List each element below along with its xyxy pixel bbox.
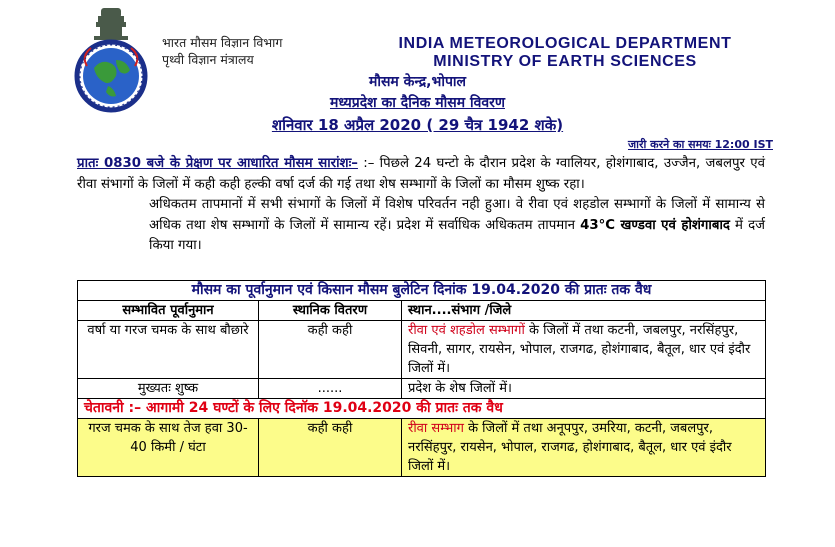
forecast-cell: वर्षा या गरज चमक के साथ बौछारे — [78, 321, 259, 379]
summary-text-1: :– पिछले 24 घन्टो के दौरान प्रदेश के ग्वालियर, होशंगाबाद, उज्जैन, जबलपुर एवं रीवा संभागों के जिलों में कही कही हल्की वर्षा दर्ज की गई तथा शेष सम्भागों के जिलों का मौसम शुष्क रहा। — [77, 156, 765, 192]
location-cell — [402, 321, 766, 379]
table-row — [78, 379, 766, 399]
column-header-location: स्थान....संभाग /जिले — [402, 301, 766, 321]
summary-paragraph-2 — [77, 195, 765, 257]
location-text: के जिलों में तथा अनूपपुर, उमरिया, कटनी, जबलपुर, नरसिंहपुर, रायसेन, भोपाल, राजगढ, होशंगाबाद, बैतूल, धार एवं इंदौर जिलों में। — [408, 421, 732, 474]
max-temperature: 43°C खण्डवा एवं होशंगाबाद — [580, 217, 730, 233]
dept-name-english: INDIA METEOROLOGICAL DEPARTMENT — [398, 35, 732, 52]
department-hindi — [162, 34, 282, 68]
summary-paragraph-1 — [77, 154, 765, 195]
ministry-name-hindi: पृथ्वी विज्ञान मंत्रालय — [162, 52, 254, 67]
warning-location-cell — [402, 419, 766, 477]
distribution-cell: कही कही — [259, 321, 402, 379]
location-cell — [402, 379, 766, 399]
summary-heading: प्रातः 0830 बजे के प्रेक्षण पर आधारित मौसम सारांशः– — [77, 156, 358, 171]
department-english — [360, 35, 770, 71]
page-subtitle: मध्यप्रदेश का दैनिक मौसम विवरण — [329, 95, 505, 111]
forecast-table-title: मौसम का पूर्वानुमान एवं किसान मौसम बुलेटिन दिनांक 19.04.2020 की प्रातः तक वैध — [78, 281, 766, 301]
summary-text-2: अधिकतम तापमानों में सभी संभागों के जिलों में विशेष परिवर्तन नही हुआ। वे रीवा एवं शहडोल सम्भागों के जिलों में सामान्य से अधिक तथा शेष सम्भागों के जिलों में सामान्य रहें। प्रदेश में सर्वाधिक अधिकतम तापमान — [149, 197, 765, 233]
column-header-forecast: सम्भावित पूर्वानुमान — [78, 301, 259, 321]
forecast-table — [77, 280, 766, 477]
location-text: प्रदेश के शेष जिलों में। — [408, 381, 512, 396]
bulletin-date: शनिवार 18 अप्रैल 2020 ( 29 चैत्र 1942 शके) — [271, 116, 564, 134]
dept-name-hindi: भारत मौसम विज्ञान विभाग — [162, 35, 283, 50]
table-row — [78, 321, 766, 379]
warning-title: चेतावनी :– आगामी 24 घण्टों के लिए दिनॉक 19.04.2020 की प्रातः तक वैध — [78, 399, 766, 419]
location-highlight: रीवा सम्भाग — [408, 421, 464, 436]
location-text: के जिलों में तथा कटनी, जबलपुर, नरसिंहपुर, सिवनी, सागर, रायसेन, भोपाल, राजगढ, होशंगाबाद, बैतूल, धार एवं इंदौर जिलों में। — [408, 323, 751, 376]
ministry-name-english: MINISTRY OF EARTH SCIENCES — [433, 53, 697, 70]
issue-time: जारी करने का समयः 12:00 IST — [627, 138, 773, 151]
location-highlight: रीवा एवं शहडोल सम्भागों — [408, 323, 525, 338]
national-emblem-icon — [94, 8, 128, 40]
warning-distribution-cell: कही कही — [259, 419, 402, 477]
summary-text-2-end: में दर्ज किया गया। — [149, 217, 766, 253]
table-row — [78, 419, 766, 477]
weather-summary — [77, 154, 765, 257]
warning-forecast-cell: गरज चमक के साथ तेज हवा 30-40 किमी / घंटा — [78, 419, 259, 477]
distribution-cell: ...... — [259, 379, 402, 399]
column-header-distribution: स्थानिक वितरण — [259, 301, 402, 321]
forecast-cell: मुख्यतः शुष्क — [78, 379, 259, 399]
centre-name: मौसम केन्द्र,भोपाल — [368, 74, 467, 90]
